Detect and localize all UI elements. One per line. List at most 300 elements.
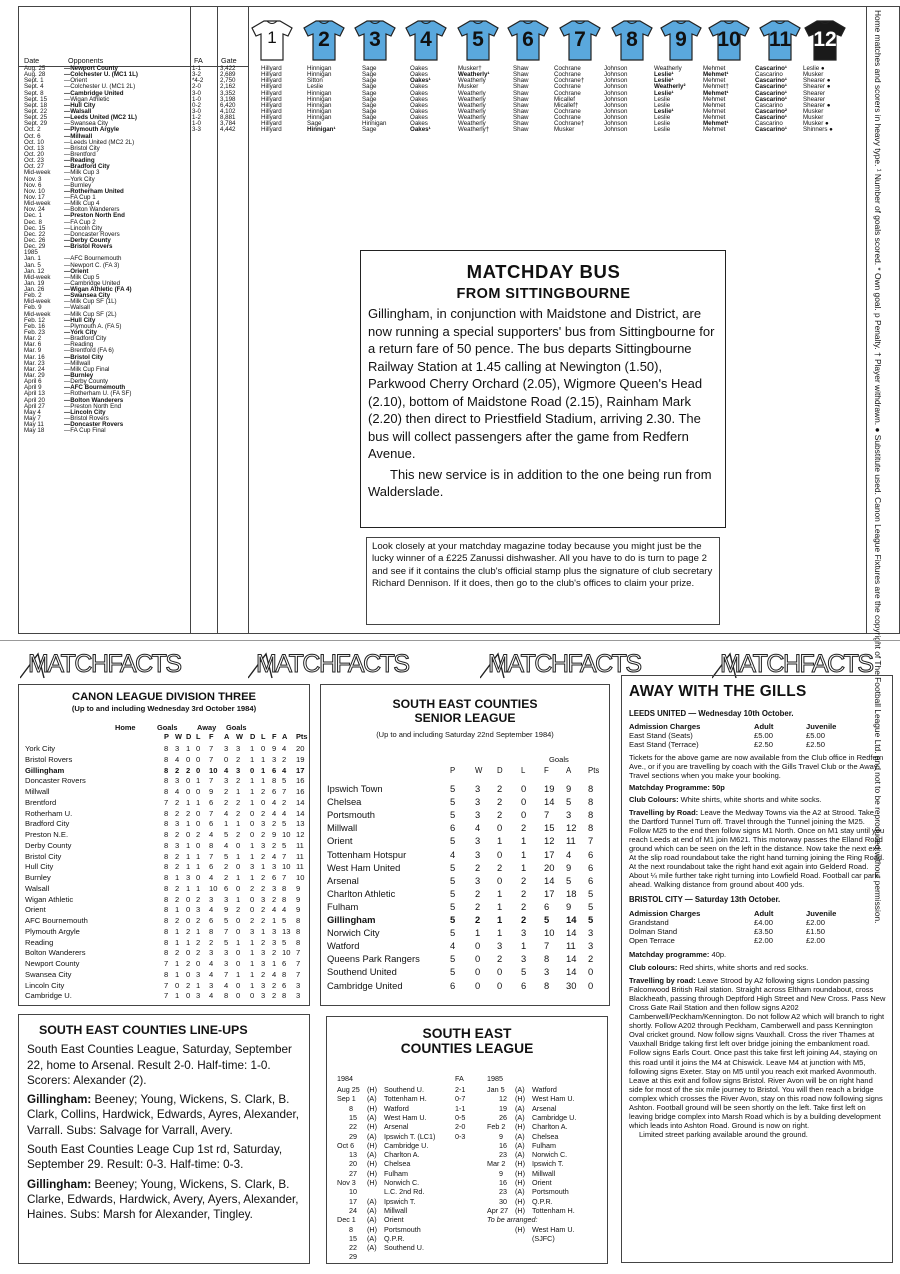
- fixture-date: Oct. 10: [24, 138, 44, 146]
- div3-cell: 7: [209, 744, 214, 753]
- fixture-date: Sept. 18: [24, 101, 48, 109]
- player-name: Hinnigan: [307, 114, 332, 122]
- sec-team: Chelsea: [327, 796, 362, 808]
- bristol-price-adult: £4.00: [754, 917, 774, 927]
- player-name: Shaw: [513, 95, 529, 103]
- player-name: Hillyard: [261, 95, 282, 103]
- div3-cell: 7: [209, 851, 214, 861]
- div3-cell: 0: [236, 991, 241, 1001]
- shirt-number-row: [248, 18, 838, 66]
- sec-cell: 3: [544, 966, 550, 978]
- sec-team: West Ham United: [327, 861, 401, 873]
- fixture-opponent: —Milk Cup SF (2L): [64, 310, 117, 318]
- lineups-match-2: South East Counties Leage Cup 1st rd, Saturday, September 29. Result: 0-3. Half-time: 0-3.: [27, 1143, 283, 1172]
- div3-cell: 1: [224, 819, 229, 829]
- sec-fix-venue: (A): [515, 1085, 525, 1094]
- sec-cell: 5: [450, 953, 456, 965]
- sec-fix-date: Feb 2: [487, 1122, 506, 1132]
- div3-col-header: L: [261, 732, 266, 741]
- player-name: Cascarino¹: [755, 83, 787, 91]
- div3-cell: 3: [250, 926, 255, 936]
- player-name: Hinnigan: [307, 101, 332, 109]
- sec-fix-date: Aug 25: [337, 1085, 360, 1094]
- bristol-price-adult: £2.00: [754, 935, 774, 945]
- div3-col-header: A: [224, 732, 230, 741]
- sec-cell: 12: [544, 835, 555, 847]
- div3-cell: 4: [272, 797, 277, 807]
- sec-cell: 0: [521, 796, 527, 808]
- fixture-gates: [220, 66, 235, 134]
- div3-cell: 1: [236, 873, 241, 882]
- div3-cell: 3: [224, 894, 229, 904]
- bristol-adult-label: Adult: [754, 908, 774, 918]
- div3-cell: 1: [175, 991, 180, 1001]
- player-name: Oakes¹: [410, 77, 431, 85]
- div3-cell: 0: [196, 787, 201, 796]
- fixture-result: 3-2: [192, 71, 201, 79]
- div3-team: Rotherham U.: [25, 808, 73, 818]
- sec-fix-result: 0-3: [455, 1131, 466, 1141]
- div3-cell: 3: [236, 744, 241, 753]
- div3-cell: 1: [236, 787, 241, 796]
- div3-cell: 6: [272, 765, 277, 775]
- div3-cell: 10: [209, 883, 218, 893]
- bristol-price-stand: Grandstand: [629, 917, 669, 927]
- sec-fix-venue: (A): [367, 1150, 377, 1160]
- sec-fix-fa-header: FA: [455, 1074, 464, 1083]
- sec-fix-venue: (H): [515, 1094, 525, 1104]
- sec-cell: 7: [588, 835, 594, 847]
- sec-fix-opponent: Arsenal: [532, 1103, 557, 1113]
- div3-cell: 0: [196, 754, 201, 764]
- fixture-date: Oct. 20: [24, 150, 44, 158]
- sec-cell: 3: [566, 809, 572, 821]
- division-three-box: [18, 684, 310, 1006]
- fixture-opponent: —Bradford City: [64, 163, 110, 171]
- div3-team: Burnley: [25, 873, 51, 882]
- fixture-date: Jan. 19: [24, 279, 45, 287]
- sec-fixtures-box: [326, 1016, 608, 1264]
- div3-cell: 8: [296, 916, 301, 925]
- player-name: Shaw: [513, 83, 529, 91]
- sec-cell: 4: [475, 822, 481, 834]
- div3-cell: 3: [261, 840, 266, 850]
- leeds-price-adult: £2.50: [754, 740, 774, 750]
- div3-cell: 1: [236, 937, 241, 947]
- div3-cell: 2: [272, 991, 277, 1001]
- fa-header: FA: [194, 56, 203, 65]
- div3-cell: 8: [164, 744, 169, 753]
- leeds-price-stand: East Stand (Terrace): [629, 740, 699, 750]
- div3-cell: 17: [296, 765, 305, 775]
- sec-fix-opponent: Fulham: [532, 1140, 556, 1150]
- sec-fix-result: 0-5: [455, 1112, 466, 1122]
- div3-cell: 1: [261, 926, 266, 936]
- bristol-admission: [629, 909, 859, 945]
- bristol-juvenile-label: Juvenile: [806, 908, 837, 918]
- sec-cell: 3: [521, 953, 527, 965]
- player-name: Oakes: [410, 83, 428, 91]
- sec-cell: 5: [566, 796, 572, 808]
- sec-fix-venue: (H): [515, 1224, 525, 1234]
- fixture-opponent: —Preston North End: [64, 212, 125, 220]
- fixture-result: 1-0: [192, 120, 201, 128]
- div3-cell: 8: [164, 926, 169, 936]
- div3-cell: 16: [296, 776, 305, 786]
- div3-cell: 3: [250, 862, 255, 872]
- fixture-opponent: —Lincoln City: [64, 408, 106, 416]
- sec-cell: 6: [544, 900, 550, 912]
- div3-title: CANON LEAGUE DIVISION THREE: [72, 691, 256, 703]
- player-name: Hinnigan: [307, 71, 332, 79]
- div3-cell: 0: [261, 797, 266, 807]
- sec-cell: 2: [521, 874, 527, 886]
- div3-cell: 0: [186, 905, 191, 915]
- sec-fix-opponent: Q.P.R.: [384, 1233, 405, 1243]
- fixture-gate: 2,689: [220, 71, 236, 79]
- player-name: Sage: [362, 101, 377, 109]
- div3-cell: 7: [282, 851, 287, 861]
- sec-fix-venue: (H): [367, 1224, 377, 1234]
- div3-cell: 3: [261, 948, 266, 958]
- fixture-date: Dec. 15: [24, 224, 46, 232]
- fixture-date: Dec. 22: [24, 230, 46, 238]
- fixture-date: Sept. 29: [24, 120, 48, 128]
- sec-cell: 17: [544, 848, 555, 860]
- lineups-team-1: Beeney; Young, Wickens, S. Clark, B. Clark, Collins, Hardwick, Edwards, Ayres, Alexander, Varrall. Subs: Salvage for Varrall, Avery.: [27, 1093, 299, 1137]
- sec-cell: 5: [450, 835, 456, 847]
- bristol-price-juv: £2.00: [806, 917, 826, 927]
- div3-cell: 2: [261, 905, 266, 915]
- div3-cell: 2: [261, 830, 266, 839]
- div3-cell: 8: [164, 819, 169, 829]
- fixture-opponent: —FA Cup 2: [64, 218, 96, 226]
- leeds-price-adult: £5.00: [754, 731, 774, 741]
- player-name: Mehmet: [703, 77, 726, 85]
- fixture-opponent: —Swansea City: [64, 292, 111, 300]
- sec-cell: 9: [566, 900, 572, 912]
- player-name: Oakes: [410, 71, 428, 79]
- fixture-opponent: —Colchester U. (MC1 2L): [64, 83, 136, 91]
- shirt-number: 3: [369, 28, 381, 51]
- player-name: Cascarino¹: [755, 126, 787, 134]
- fixture-opponent: —Bolton Wanderers: [64, 206, 120, 214]
- div3-cell: 5: [282, 776, 287, 786]
- player-name: Musker: [803, 114, 824, 122]
- div3-cell: 7: [296, 959, 301, 968]
- sec-fix-result: 0-7: [455, 1094, 466, 1104]
- div3-team: Bristol Rovers: [25, 754, 73, 764]
- div3-cell: 7: [209, 776, 214, 786]
- div3-cell: 4: [224, 808, 229, 818]
- div3-cell: 0: [186, 916, 191, 925]
- sec-cell: 5: [588, 900, 594, 912]
- sec-fix-year-1984: 1984: [337, 1074, 353, 1083]
- div3-cell: 7: [209, 754, 214, 764]
- sec-team: Watford: [327, 940, 360, 952]
- sec-fix-opponent: Portsmouth: [384, 1224, 421, 1234]
- sec-cell: 0: [497, 874, 503, 886]
- fixture-opponent: —Doncaster Rovers: [64, 230, 120, 238]
- div3-team: York City: [25, 744, 56, 753]
- div3-cell: 2: [250, 883, 255, 893]
- player-name: Cascarino²: [755, 107, 787, 115]
- sec-cell: 2: [497, 796, 503, 808]
- bristol-heading: BRISTOL CITY — Saturday 13th October.: [629, 895, 781, 905]
- sec-fix-opponent: Tottenham H.: [532, 1205, 575, 1215]
- fixture-opponent: —Milk Cup 4: [64, 200, 100, 208]
- fixture-date: Mid-week: [24, 169, 51, 177]
- sec-cell: 4: [566, 848, 572, 860]
- player-name: Musker†: [458, 65, 482, 72]
- div3-cell: 3: [224, 776, 229, 786]
- player-name: Shaw: [513, 126, 529, 134]
- shirt-number: 7: [574, 28, 586, 51]
- div3-cell: 5: [224, 851, 229, 861]
- div3-cell: 6: [272, 787, 277, 796]
- div3-cell: 3: [261, 980, 266, 990]
- div3-team: Walsall: [25, 883, 50, 893]
- dishwasher-promo: Look closely at your matchday magazine today because you might just be the lucky winner of a £225 Zanussi dishwasher. All you have to do is turn to page 2 and see if it contains the club's official stamp plus the signature of club secretary Richard Dennison. If it does, then go to the club's offices to claim your prize.: [366, 537, 720, 625]
- fixture-result: 1-0: [192, 95, 201, 103]
- sec-cell: 7: [544, 809, 550, 821]
- div3-col-header: F: [272, 732, 277, 741]
- div3-team: Brentford: [25, 797, 57, 807]
- fixture-date: May 18: [24, 427, 45, 435]
- div3-cell: 1: [250, 776, 255, 786]
- lineups-match-1: South East Counties League, Saturday, September 22, home to Arsenal. Result 2-0. Half-time: 1-0. Scorers: Alexander (2).: [27, 1043, 292, 1087]
- fixture-date: April 27: [24, 402, 45, 410]
- sec-col-header: F: [544, 766, 549, 775]
- player-name: Leslie¹: [654, 107, 674, 115]
- fixture-date: May 7: [24, 415, 41, 423]
- bus-title: MATCHDAY BUS: [466, 261, 621, 282]
- player-name: Cochrane†: [554, 120, 585, 128]
- player-column-4: [410, 66, 431, 134]
- fixture-opponent: —AFC Bournemouth: [64, 384, 126, 392]
- fixture-result: *4-2: [192, 77, 204, 85]
- sec-cell: 11: [566, 940, 576, 952]
- player-name: Cochrane: [554, 107, 581, 115]
- leeds-price-juv: £2.50: [806, 740, 826, 750]
- fixture-date: Sept. 25: [24, 114, 48, 122]
- sec-cell: 11: [566, 835, 576, 847]
- div3-cell: 10: [296, 873, 305, 882]
- player-name: Sage: [362, 83, 377, 91]
- fixture-opponent: —Orient: [64, 77, 88, 85]
- div3-cell: 8: [164, 765, 169, 775]
- sec-fix-date: 23: [499, 1150, 507, 1160]
- div3-cell: 1: [175, 969, 180, 979]
- div3-team: Bristol City: [25, 851, 62, 861]
- sec-fix-venue: (H): [515, 1205, 525, 1215]
- sec-cell: 3: [475, 848, 481, 860]
- sec-fix-date: Mar 2: [487, 1159, 506, 1169]
- player-name: Shaw: [513, 77, 529, 85]
- player-name: Johnson: [604, 107, 628, 115]
- sec-fix-date: Dec 1: [337, 1215, 356, 1225]
- fixture-opponent: —Plymouth A. (FA 5): [64, 322, 122, 330]
- sec-cell: 6: [450, 979, 456, 991]
- div3-cell: 8: [296, 937, 301, 947]
- sec-cell: 1: [497, 914, 503, 925]
- bristol-price-juv: £1.50: [806, 926, 826, 936]
- player-name: Weatherly: [458, 114, 486, 122]
- div3-cell: 2: [175, 916, 180, 925]
- sec-cell: 0: [588, 966, 594, 978]
- sec-fix-opponent: Cambridge U.: [532, 1112, 577, 1122]
- sec-cell: 1: [497, 900, 503, 912]
- player-name: Hillyard: [261, 71, 282, 79]
- div3-away-label: Away: [197, 723, 217, 732]
- away-title: AWAY WITH THE GILLS: [629, 683, 807, 700]
- sec-fix-title: SOUTH EAST: [422, 1026, 512, 1041]
- sec-senior-subtitle: (Up to and including Saturday 22nd September 1984): [376, 730, 554, 739]
- div3-cell: 3: [196, 991, 201, 1001]
- sec-cell: 15: [544, 822, 555, 834]
- player-name: Oakes: [410, 95, 428, 103]
- player-name: Mehmet: [703, 101, 726, 109]
- fa-column-rule: [190, 6, 191, 634]
- div3-cell: 1: [196, 980, 201, 990]
- shirt-number: 12: [813, 28, 837, 51]
- div3-team: Orient: [25, 905, 46, 915]
- fixture-date: Dec. 1: [24, 212, 42, 220]
- sec-fix-venue: (H): [367, 1159, 377, 1169]
- fixture-opponent: —York City: [64, 175, 95, 183]
- fixture-date: Mar. 16: [24, 353, 45, 361]
- div3-cell: 1: [250, 959, 255, 968]
- sec-fix-opponent: Arsenal: [384, 1122, 409, 1132]
- fixture-date: Aug. 25: [24, 65, 46, 72]
- div3-cell: 7: [164, 991, 169, 1001]
- fixture-date: Mar. 29: [24, 372, 45, 380]
- div3-cell: 6: [224, 883, 229, 893]
- player-name: Leslie: [654, 114, 671, 122]
- opponents-header: Opponents: [68, 56, 104, 65]
- sec-fix-date: Jan 5: [487, 1085, 505, 1094]
- fixture-date: Mar. 23: [24, 359, 45, 367]
- players-column-rule: [248, 6, 249, 634]
- leeds-admission: [629, 722, 859, 749]
- sec-fix-opponent: Millwall: [384, 1205, 408, 1215]
- sec-cell: 6: [588, 874, 594, 886]
- matchfacts-banner: [20, 648, 200, 682]
- player-column-12: [803, 66, 833, 134]
- sec-cell: 1: [497, 835, 503, 847]
- matchfacts-label: MATCHFACTS: [256, 650, 409, 678]
- div3-cell: 2: [261, 808, 266, 818]
- div3-cell: 1: [186, 937, 191, 947]
- gate-column-rule: [217, 6, 218, 634]
- div3-cell: 8: [209, 926, 214, 936]
- player-name: Sage: [362, 77, 377, 85]
- div3-team: Lincoln City: [25, 980, 65, 990]
- bristol-price-stand: Open Terrace: [629, 935, 675, 945]
- player-name: Johnson: [604, 77, 628, 85]
- div3-cell: 4: [175, 754, 180, 764]
- sec-cell: 8: [588, 783, 594, 794]
- fixture-date: Mid-week: [24, 310, 51, 318]
- player-name: Sage: [362, 95, 377, 103]
- sec-fix-venue: (A): [367, 1205, 377, 1215]
- div3-cell: 0: [196, 959, 201, 968]
- lineups-team-label-2: Gillingham:: [27, 1177, 92, 1191]
- sec-cell: 0: [497, 848, 503, 860]
- sec-fix-opponent: L.C. 2nd Rd.: [384, 1187, 425, 1197]
- player-name: Leslie ●: [803, 65, 825, 72]
- sec-fix-opponent: Watford: [384, 1103, 409, 1113]
- bristol-price-stand: Dolman Stand: [629, 926, 678, 936]
- fixture-opponent: —Derby County: [64, 378, 109, 386]
- div3-cell: 3: [236, 765, 241, 775]
- div3-cell: 8: [164, 840, 169, 850]
- div3-cell: 3: [186, 873, 191, 882]
- sec-cell: 5: [450, 796, 456, 808]
- div3-col-header: D: [250, 732, 256, 741]
- sec-cell: 0: [497, 979, 503, 991]
- div3-cell: 2: [175, 894, 180, 904]
- div3-cell: 3: [175, 776, 180, 786]
- leeds-heading: LEEDS UNITED — Wednesday 10th October.: [629, 709, 794, 718]
- player-name: Hinnigan: [307, 107, 332, 115]
- sec-cell: 2: [475, 887, 481, 899]
- sec-team: Portsmouth: [327, 809, 375, 821]
- div3-cell: 3: [272, 754, 277, 764]
- fixture-date: Mar. 24: [24, 365, 45, 373]
- div3-cell: 8: [164, 916, 169, 925]
- player-name: Leslie¹: [654, 71, 674, 79]
- shirt-number: 8: [626, 28, 638, 51]
- player-name: Musker: [458, 83, 479, 91]
- div3-cell: 1: [236, 851, 241, 861]
- player-name: Musker: [803, 107, 824, 115]
- div3-cell: 1: [250, 797, 255, 807]
- div3-cell: 8: [164, 883, 169, 893]
- div3-cell: 0: [196, 819, 201, 829]
- div3-cell: 2: [282, 754, 287, 764]
- player-name: Shinners ●: [803, 126, 833, 134]
- fixture-date: Dec. 8: [24, 218, 42, 226]
- player-name: Cascarino¹: [755, 77, 787, 85]
- sec-fix-venue: (A): [515, 1140, 525, 1150]
- sec-col-header: A: [566, 766, 572, 775]
- div3-cell: 10: [209, 765, 218, 775]
- fixture-opponent: —Brentford: [64, 150, 96, 158]
- leeds-price-stand: East Stand (Seats): [629, 731, 693, 741]
- div3-cell: 1: [236, 894, 241, 904]
- sec-team: Ipswich Town: [327, 783, 383, 794]
- sec-col-header: W: [475, 766, 483, 775]
- fixture-date: April 20: [24, 396, 45, 404]
- div3-cell: 10: [282, 862, 291, 872]
- div3-cell: 6: [209, 916, 214, 925]
- player-name: Mehmet: [703, 114, 726, 122]
- sec-fix-date: 27: [349, 1168, 357, 1178]
- sec-cell: 1: [475, 927, 481, 939]
- player-name: Leslie: [654, 101, 671, 109]
- sec-fix-result: 1-1: [455, 1103, 466, 1113]
- fixture-date: Sept. 22: [24, 107, 48, 115]
- fixture-date: Mid-week: [24, 200, 51, 208]
- sec-fix-date: 22: [349, 1122, 357, 1132]
- div3-cell: 2: [236, 776, 241, 786]
- player-column-10: [703, 66, 729, 134]
- div3-cell: 0: [196, 765, 201, 775]
- sec-fix-opponent: Watford: [532, 1085, 557, 1094]
- div3-cell: 0: [236, 980, 241, 990]
- div3-cell: 9: [272, 744, 277, 753]
